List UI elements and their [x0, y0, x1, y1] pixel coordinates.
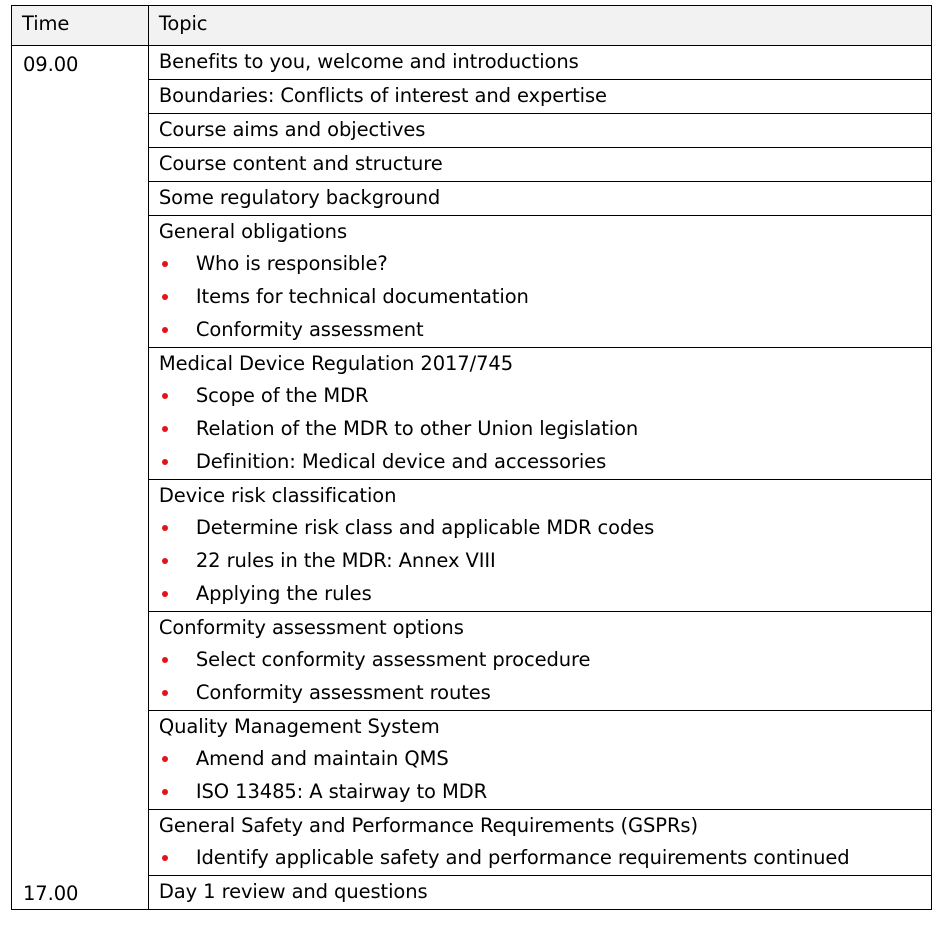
topic-cell [148, 182, 931, 216]
topic-title: Benefits to you, welcome and introductions [158, 50, 579, 73]
topic-bullet-item [159, 776, 931, 809]
end-time: 17.00 [23, 882, 79, 905]
topic-bullet-item [159, 512, 931, 545]
topic-bullet-item [159, 578, 931, 611]
bullet-text: Identify applicable safety and performance requirements continued [195, 846, 850, 869]
bullet-text: Select conformity assessment procedure [195, 648, 591, 671]
bullet-text: Definition: Medical device and accessories [195, 450, 607, 473]
topic-bullet-item [159, 281, 931, 314]
topic-cell [148, 114, 931, 148]
topic-bullet-item [159, 314, 931, 347]
bullet-text: Amend and maintain QMS [195, 747, 449, 770]
topic-bullet-item [159, 743, 931, 776]
topic-column-header: Topic [148, 6, 931, 46]
bullet-text: ISO 13485: A stairway to MDR [195, 780, 488, 803]
agenda-row [12, 46, 932, 80]
bullet-dot-icon [162, 657, 168, 663]
agenda-row [12, 612, 932, 711]
topic-bullet-item [159, 677, 931, 710]
final-topic-cell: Day 1 review and questions [148, 876, 931, 910]
topic-bullet-item [159, 380, 931, 413]
topic-cell [148, 348, 931, 480]
topic-title: Quality Management System [158, 715, 440, 738]
topic-title: Device risk classification [158, 484, 397, 507]
agenda-row [12, 114, 932, 148]
agenda-row [12, 711, 932, 810]
topic-cell [148, 810, 931, 876]
topic-bullet-item [159, 446, 931, 479]
bullet-text: Conformity assessment [195, 318, 424, 341]
bullet-text: Relation of the MDR to other Union legislation [195, 417, 639, 440]
topic-bullet-item [159, 248, 931, 281]
time-column-header: Time [12, 6, 149, 46]
topic-bullet-item [159, 545, 931, 578]
topic-title: Medical Device Regulation 2017/745 [158, 352, 514, 375]
bullet-dot-icon [162, 525, 168, 531]
topic-title: General Safety and Performance Requirements (GSPRs) [158, 814, 698, 837]
agenda-table [11, 5, 932, 910]
agenda-row [12, 810, 932, 876]
header-row [12, 6, 932, 46]
bullet-dot-icon [162, 690, 168, 696]
topic-bullet-item [159, 644, 931, 677]
agenda-row [12, 876, 932, 910]
topic-cell [148, 46, 931, 80]
topic-title: Conformity assessment options [158, 616, 464, 639]
agenda-row [12, 182, 932, 216]
topic-cell [148, 480, 931, 612]
topic-title: Course aims and objectives [158, 118, 426, 141]
bullet-text: Conformity assessment routes [195, 681, 491, 704]
topic-cell [148, 612, 931, 711]
topic-bullet-item [159, 842, 931, 875]
topic-bullet-item [159, 413, 931, 446]
agenda-row [12, 480, 932, 612]
bullet-dot-icon [162, 591, 168, 597]
topic-cell [148, 80, 931, 114]
bullet-text: Scope of the MDR [195, 384, 369, 407]
agenda-row [12, 216, 932, 348]
bullet-text: Determine risk class and applicable MDR codes [195, 516, 655, 539]
bullet-dot-icon [162, 327, 168, 333]
topic-cell [148, 216, 931, 348]
bullet-dot-icon [162, 756, 168, 762]
bullet-dot-icon [162, 426, 168, 432]
bullet-text: Who is responsible? [195, 252, 388, 275]
agenda-body [12, 46, 932, 910]
bullet-dot-icon [162, 789, 168, 795]
topic-cell [148, 148, 931, 182]
topic-title: Boundaries: Conflicts of interest and expertise [158, 84, 607, 107]
bullet-text: 22 rules in the MDR: Annex VIII [195, 549, 496, 572]
topic-cell [148, 711, 931, 810]
agenda-row [12, 80, 932, 114]
bullet-dot-icon [162, 558, 168, 564]
bullet-text: Items for technical documentation [195, 285, 529, 308]
time-cell [12, 46, 149, 910]
agenda-row [12, 148, 932, 182]
topic-title: General obligations [158, 220, 348, 243]
bullet-dot-icon [162, 855, 168, 861]
topic-title: Course content and structure [158, 152, 443, 175]
bullet-dot-icon [162, 261, 168, 267]
agenda-row [12, 348, 932, 480]
topic-title: Some regulatory background [158, 186, 441, 209]
bullet-dot-icon [162, 459, 168, 465]
bullet-dot-icon [162, 393, 168, 399]
bullet-text: Applying the rules [195, 582, 372, 605]
start-time: 09.00 [23, 53, 79, 76]
bullet-dot-icon [162, 294, 168, 300]
